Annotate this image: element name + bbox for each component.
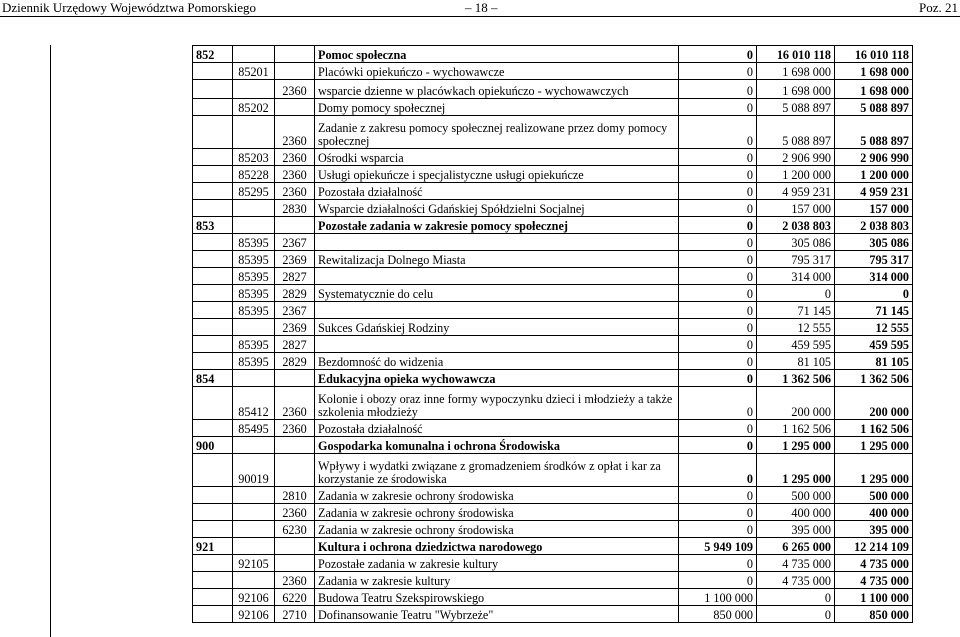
total-cell: 81 105: [835, 353, 913, 370]
amount-2-cell: 0: [757, 606, 835, 623]
paragraf-cell: 2367: [275, 234, 315, 251]
amount-2-cell: 400 000: [757, 504, 835, 521]
amount-1-cell: 0: [679, 217, 757, 234]
paragraf-cell: 2360: [275, 149, 315, 166]
amount-2-cell: 2 038 803: [757, 217, 835, 234]
paragraf-cell: [275, 217, 315, 234]
dzial-cell: [193, 80, 233, 99]
amount-1-cell: 1 100 000: [679, 589, 757, 606]
dzial-cell: 854: [193, 370, 233, 387]
dzial-cell: [193, 353, 233, 370]
total-cell: 2 038 803: [835, 217, 913, 234]
rozdzial-cell: 85295: [233, 183, 275, 200]
paragraf-cell: 2360: [275, 572, 315, 589]
dzial-cell: [193, 387, 233, 420]
table-row: [193, 302, 913, 319]
amount-2-cell: 6 265 000: [757, 538, 835, 555]
paragraf-cell: 2827: [275, 336, 315, 353]
amount-2-cell: 0: [757, 589, 835, 606]
paragraf-cell: 2710: [275, 606, 315, 623]
name-cell: Kolonie i obozy oraz inne formy wypoczynku dzieci i młodzieży a także szkolenia młodzieży: [315, 387, 679, 420]
position-number: Poz. 21: [919, 0, 958, 15]
amount-1-cell: 0: [679, 370, 757, 387]
paragraf-cell: 2810: [275, 487, 315, 504]
dzial-cell: [193, 589, 233, 606]
rozdzial-cell: [233, 217, 275, 234]
dzial-cell: [193, 336, 233, 353]
table-row: [193, 487, 913, 504]
table-row: [193, 46, 913, 63]
total-cell: 1 162 506: [835, 420, 913, 437]
dzial-cell: [193, 116, 233, 149]
amount-2-cell: 200 000: [757, 387, 835, 420]
name-cell: Wpływy i wydatki związane z gromadzeniem środków z opłat i kar za korzystanie ze środowiska: [315, 454, 679, 487]
amount-1-cell: 5 949 109: [679, 538, 757, 555]
amount-1-cell: 0: [679, 46, 757, 63]
paragraf-cell: 2829: [275, 285, 315, 302]
name-cell: Gospodarka komunalna i ochrona Środowiska: [315, 437, 679, 454]
paragraf-cell: 6220: [275, 589, 315, 606]
rozdzial-cell: [233, 116, 275, 149]
total-cell: 0: [835, 285, 913, 302]
amount-2-cell: 1 698 000: [757, 80, 835, 99]
total-cell: 395 000: [835, 521, 913, 538]
margin-line: [50, 45, 51, 637]
amount-1-cell: 0: [679, 234, 757, 251]
journal-title: Dziennik Urzędowy Województwa Pomorskiego: [2, 0, 256, 15]
paragraf-cell: 2360: [275, 504, 315, 521]
dzial-cell: [193, 521, 233, 538]
total-cell: 1 698 000: [835, 80, 913, 99]
rozdzial-cell: [233, 319, 275, 336]
amount-2-cell: 314 000: [757, 268, 835, 285]
total-cell: 5 088 897: [835, 116, 913, 149]
total-cell: 1 200 000: [835, 166, 913, 183]
total-cell: 12 214 109: [835, 538, 913, 555]
page-header: [0, 0, 960, 16]
dzial-cell: 921: [193, 538, 233, 555]
amount-1-cell: 0: [679, 487, 757, 504]
amount-1-cell: 0: [679, 200, 757, 217]
amount-2-cell: 16 010 118: [757, 46, 835, 63]
dzial-cell: [193, 99, 233, 116]
dzial-cell: [193, 234, 233, 251]
total-cell: 400 000: [835, 504, 913, 521]
amount-2-cell: 1 295 000: [757, 437, 835, 454]
name-cell: Pozostałe zadania w zakresie pomocy społecznej: [315, 217, 679, 234]
name-cell: [315, 336, 679, 353]
amount-1-cell: 0: [679, 116, 757, 149]
rozdzial-cell: 92106: [233, 606, 275, 623]
total-cell: 305 086: [835, 234, 913, 251]
table-row: [193, 572, 913, 589]
paragraf-cell: 2360: [275, 166, 315, 183]
amount-2-cell: 4 735 000: [757, 555, 835, 572]
rozdzial-cell: 85395: [233, 353, 275, 370]
table-row: [193, 183, 913, 200]
amount-1-cell: 0: [679, 387, 757, 420]
rozdzial-cell: 85202: [233, 99, 275, 116]
amount-2-cell: 500 000: [757, 487, 835, 504]
amount-2-cell: 1 162 506: [757, 420, 835, 437]
total-cell: 71 145: [835, 302, 913, 319]
dzial-cell: [193, 572, 233, 589]
paragraf-cell: [275, 63, 315, 80]
rozdzial-cell: 85395: [233, 268, 275, 285]
total-cell: 4 735 000: [835, 572, 913, 589]
rozdzial-cell: 85495: [233, 420, 275, 437]
name-cell: Placówki opiekuńczo - wychowawcze: [315, 63, 679, 80]
amount-1-cell: 0: [679, 268, 757, 285]
amount-2-cell: 1 295 000: [757, 454, 835, 487]
amount-1-cell: 0: [679, 166, 757, 183]
amount-2-cell: 1 362 506: [757, 370, 835, 387]
rozdzial-cell: [233, 572, 275, 589]
name-cell: Pozostała działalność: [315, 420, 679, 437]
rozdzial-cell: 85395: [233, 336, 275, 353]
rozdzial-cell: 85395: [233, 302, 275, 319]
dzial-cell: 852: [193, 46, 233, 63]
paragraf-cell: [275, 99, 315, 116]
amount-1-cell: 850 000: [679, 606, 757, 623]
table-row: [193, 217, 913, 234]
amount-1-cell: 0: [679, 437, 757, 454]
rozdzial-cell: 85395: [233, 285, 275, 302]
table-row: [193, 63, 913, 80]
name-cell: [315, 268, 679, 285]
table-row: [193, 437, 913, 454]
amount-1-cell: 0: [679, 251, 757, 268]
dzial-cell: [193, 454, 233, 487]
paragraf-cell: 2369: [275, 251, 315, 268]
table-row: [193, 370, 913, 387]
paragraf-cell: 2360: [275, 387, 315, 420]
amount-1-cell: 0: [679, 420, 757, 437]
header-rule: [0, 16, 960, 17]
rozdzial-cell: [233, 46, 275, 63]
name-cell: Zadania w zakresie kultury: [315, 572, 679, 589]
name-cell: Pozostałe zadania w zakresie kultury: [315, 555, 679, 572]
table-row: [193, 99, 913, 116]
rozdzial-cell: [233, 538, 275, 555]
amount-1-cell: 0: [679, 99, 757, 116]
paragraf-cell: 2827: [275, 268, 315, 285]
rozdzial-cell: [233, 80, 275, 99]
name-cell: wsparcie dzienne w placówkach opiekuńczo - wychowawczych: [315, 80, 679, 99]
dzial-cell: [193, 63, 233, 80]
total-cell: 12 555: [835, 319, 913, 336]
name-cell: [315, 234, 679, 251]
paragraf-cell: [275, 437, 315, 454]
amount-1-cell: 0: [679, 521, 757, 538]
name-cell: Bezdomność do widzenia: [315, 353, 679, 370]
paragraf-cell: 2360: [275, 183, 315, 200]
amount-2-cell: 157 000: [757, 200, 835, 217]
rozdzial-cell: [233, 487, 275, 504]
amount-1-cell: 0: [679, 302, 757, 319]
table-row: [193, 606, 913, 623]
table-row: [193, 420, 913, 437]
total-cell: 1 362 506: [835, 370, 913, 387]
paragraf-cell: [275, 538, 315, 555]
dzial-cell: [193, 420, 233, 437]
dzial-cell: [193, 504, 233, 521]
table-row: [193, 200, 913, 217]
name-cell: [315, 302, 679, 319]
paragraf-cell: [275, 555, 315, 572]
paragraf-cell: [275, 46, 315, 63]
amount-1-cell: 0: [679, 63, 757, 80]
amount-2-cell: 1 200 000: [757, 166, 835, 183]
budget-table: [192, 45, 913, 623]
amount-1-cell: 0: [679, 149, 757, 166]
dzial-cell: [193, 606, 233, 623]
rozdzial-cell: 90019: [233, 454, 275, 487]
name-cell: Kultura i ochrona dziedzictwa narodowego: [315, 538, 679, 555]
name-cell: Zadania w zakresie ochrony środowiska: [315, 504, 679, 521]
table-row: [193, 166, 913, 183]
amount-2-cell: 71 145: [757, 302, 835, 319]
dzial-cell: 853: [193, 217, 233, 234]
amount-2-cell: 81 105: [757, 353, 835, 370]
table-row: [193, 268, 913, 285]
dzial-cell: [193, 487, 233, 504]
total-cell: 314 000: [835, 268, 913, 285]
table-row: [193, 521, 913, 538]
rozdzial-cell: 85228: [233, 166, 275, 183]
paragraf-cell: 2360: [275, 420, 315, 437]
name-cell: Usługi opiekuńcze i specjalistyczne usługi opiekuńcze: [315, 166, 679, 183]
paragraf-cell: [275, 454, 315, 487]
dzial-cell: [193, 183, 233, 200]
name-cell: Systematycznie do celu: [315, 285, 679, 302]
table-row: [193, 251, 913, 268]
rozdzial-cell: 85412: [233, 387, 275, 420]
dzial-cell: [193, 555, 233, 572]
dzial-cell: [193, 149, 233, 166]
name-cell: Zadania w zakresie ochrony środowiska: [315, 487, 679, 504]
dzial-cell: 900: [193, 437, 233, 454]
rozdzial-cell: [233, 521, 275, 538]
rozdzial-cell: 85201: [233, 63, 275, 80]
total-cell: 459 595: [835, 336, 913, 353]
amount-1-cell: 0: [679, 285, 757, 302]
amount-2-cell: 795 317: [757, 251, 835, 268]
table-row: [193, 589, 913, 606]
total-cell: 2 906 990: [835, 149, 913, 166]
paragraf-cell: 2829: [275, 353, 315, 370]
total-cell: 1 100 000: [835, 589, 913, 606]
name-cell: Rewitalizacja Dolnego Miasta: [315, 251, 679, 268]
total-cell: 16 010 118: [835, 46, 913, 63]
paragraf-cell: 2369: [275, 319, 315, 336]
amount-1-cell: 0: [679, 454, 757, 487]
total-cell: 4 735 000: [835, 555, 913, 572]
table-row: [193, 336, 913, 353]
table-row: [193, 555, 913, 572]
amount-2-cell: 5 088 897: [757, 116, 835, 149]
total-cell: 1 295 000: [835, 437, 913, 454]
table-row: [193, 504, 913, 521]
paragraf-cell: 2830: [275, 200, 315, 217]
amount-2-cell: 1 698 000: [757, 63, 835, 80]
name-cell: Sukces Gdańskiej Rodziny: [315, 319, 679, 336]
table-row: [193, 319, 913, 336]
amount-2-cell: 2 906 990: [757, 149, 835, 166]
amount-1-cell: 0: [679, 336, 757, 353]
table-row: [193, 454, 913, 487]
rozdzial-cell: 85395: [233, 234, 275, 251]
dzial-cell: [193, 268, 233, 285]
total-cell: 795 317: [835, 251, 913, 268]
table-row: [193, 149, 913, 166]
paragraf-cell: [275, 370, 315, 387]
name-cell: Edukacyjna opieka wychowawcza: [315, 370, 679, 387]
paragraf-cell: 2360: [275, 116, 315, 149]
total-cell: 5 088 897: [835, 99, 913, 116]
name-cell: Ośrodki wsparcia: [315, 149, 679, 166]
amount-1-cell: 0: [679, 319, 757, 336]
paragraf-cell: 2367: [275, 302, 315, 319]
rozdzial-cell: [233, 370, 275, 387]
total-cell: 1 698 000: [835, 63, 913, 80]
amount-2-cell: 12 555: [757, 319, 835, 336]
total-cell: 850 000: [835, 606, 913, 623]
amount-1-cell: 0: [679, 555, 757, 572]
total-cell: 200 000: [835, 387, 913, 420]
name-cell: Domy pomocy społecznej: [315, 99, 679, 116]
table-row: [193, 387, 913, 420]
amount-1-cell: 0: [679, 504, 757, 521]
total-cell: 157 000: [835, 200, 913, 217]
name-cell: Zadania w zakresie ochrony środowiska: [315, 521, 679, 538]
table-row: [193, 80, 913, 99]
table-row: [193, 285, 913, 302]
paragraf-cell: 2360: [275, 80, 315, 99]
rozdzial-cell: [233, 504, 275, 521]
name-cell: Budowa Teatru Szekspirowskiego: [315, 589, 679, 606]
amount-2-cell: 459 595: [757, 336, 835, 353]
amount-1-cell: 0: [679, 353, 757, 370]
table-row: [193, 538, 913, 555]
amount-2-cell: 4 735 000: [757, 572, 835, 589]
table-row: [193, 116, 913, 149]
dzial-cell: [193, 251, 233, 268]
total-cell: 1 295 000: [835, 454, 913, 487]
total-cell: 4 959 231: [835, 183, 913, 200]
amount-2-cell: 5 088 897: [757, 99, 835, 116]
paragraf-cell: 6230: [275, 521, 315, 538]
dzial-cell: [193, 285, 233, 302]
name-cell: Pomoc społeczna: [315, 46, 679, 63]
amount-2-cell: 305 086: [757, 234, 835, 251]
total-cell: 500 000: [835, 487, 913, 504]
amount-1-cell: 0: [679, 183, 757, 200]
amount-2-cell: 4 959 231: [757, 183, 835, 200]
name-cell: Zadanie z zakresu pomocy społecznej realizowane przez domy pomocy społecznej: [315, 116, 679, 149]
dzial-cell: [193, 166, 233, 183]
dzial-cell: [193, 200, 233, 217]
amount-2-cell: 395 000: [757, 521, 835, 538]
page-number: – 18 –: [465, 0, 498, 15]
budget-table-body: [193, 46, 913, 623]
amount-1-cell: 0: [679, 572, 757, 589]
rozdzial-cell: [233, 200, 275, 217]
table-row: [193, 234, 913, 251]
name-cell: Pozostała działalność: [315, 183, 679, 200]
rozdzial-cell: 92106: [233, 589, 275, 606]
rozdzial-cell: 85203: [233, 149, 275, 166]
amount-2-cell: 0: [757, 285, 835, 302]
dzial-cell: [193, 302, 233, 319]
amount-1-cell: 0: [679, 80, 757, 99]
name-cell: Wsparcie działalności Gdańskiej Spółdzielni Socjalnej: [315, 200, 679, 217]
rozdzial-cell: 85395: [233, 251, 275, 268]
rozdzial-cell: 92105: [233, 555, 275, 572]
table-row: [193, 353, 913, 370]
dzial-cell: [193, 319, 233, 336]
rozdzial-cell: [233, 437, 275, 454]
name-cell: Dofinansowanie Teatru "Wybrzeże": [315, 606, 679, 623]
